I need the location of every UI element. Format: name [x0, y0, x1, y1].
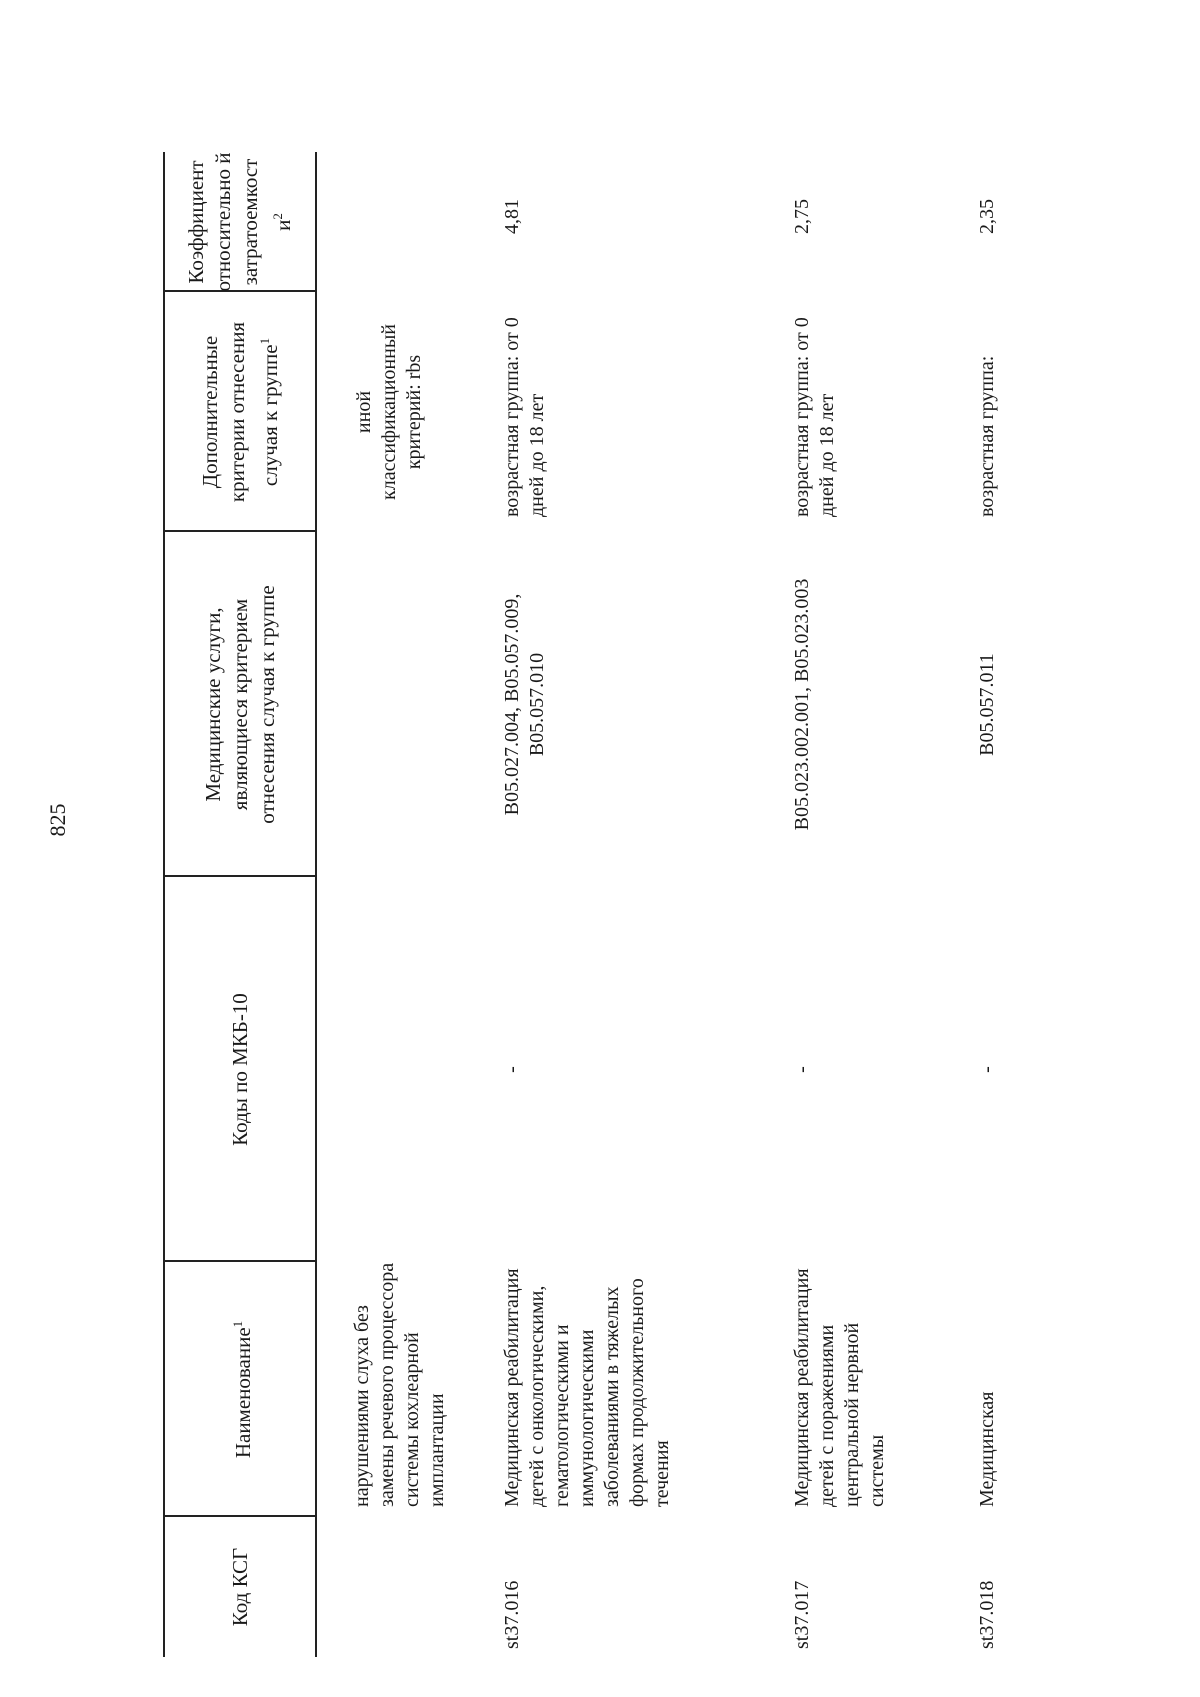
row-name: Медицинская реабилитация детей с поражениями центральной нервной системы	[791, 1268, 888, 1507]
header-coef: Коэффициент относительно й затратоемкост $и^2$	[184, 152, 295, 292]
row-services: B05.057.011	[976, 653, 998, 756]
row-name: Медицинская	[976, 1391, 998, 1507]
row-extra-criteria: возрастная группа: от 0 дней до 18 лет	[501, 317, 548, 517]
rotated-table	[0, 47, 1200, 1697]
row-extra-criteria: возрастная группа: от 0 дней до 18 лет	[791, 317, 838, 517]
header-services: Медицинские услуги, являющиеся критерием отнесения случая к группе	[200, 585, 279, 824]
row-coefficient: 2,75	[791, 199, 813, 234]
header-name: Наименование$^1$	[229, 1320, 255, 1459]
header-icd: Коды по МКБ-10	[227, 993, 252, 1146]
header-code: Код КСГ	[227, 1547, 252, 1627]
row-name: Медицинская реабилитация детей с онкологическими, гематологическими и иммунологическими заболеваниями в тяжелых формах продолжительного течения	[501, 1268, 673, 1507]
row-services: B05.023.002.001, B05.023.003	[791, 578, 813, 831]
row-services: B05.027.004, B05.057.009, B05.057.010	[501, 593, 548, 816]
row-coefficient: 4,81	[501, 199, 523, 234]
row-code: st37.016	[501, 1580, 523, 1649]
row-code: st37.017	[791, 1580, 813, 1649]
row-name: нарушениями слуха без замены речевого процессора системы кохлеарной имплантации	[351, 1262, 448, 1507]
row-coefficient: 2,35	[976, 199, 998, 234]
row-icd: -	[791, 1066, 813, 1073]
row-extra-criteria: возрастная группа:	[976, 355, 998, 517]
header-extra: Дополнительные критерии отнесения случая к группе$^1$	[197, 321, 282, 503]
row-icd: -	[976, 1066, 998, 1073]
row-extra-criteria: иной классификационный критерий: rbs	[353, 324, 425, 500]
page-number: 825	[45, 803, 70, 837]
table-header-rule	[315, 152, 317, 1657]
row-icd: -	[501, 1066, 523, 1073]
row-code: st37.018	[976, 1580, 998, 1649]
